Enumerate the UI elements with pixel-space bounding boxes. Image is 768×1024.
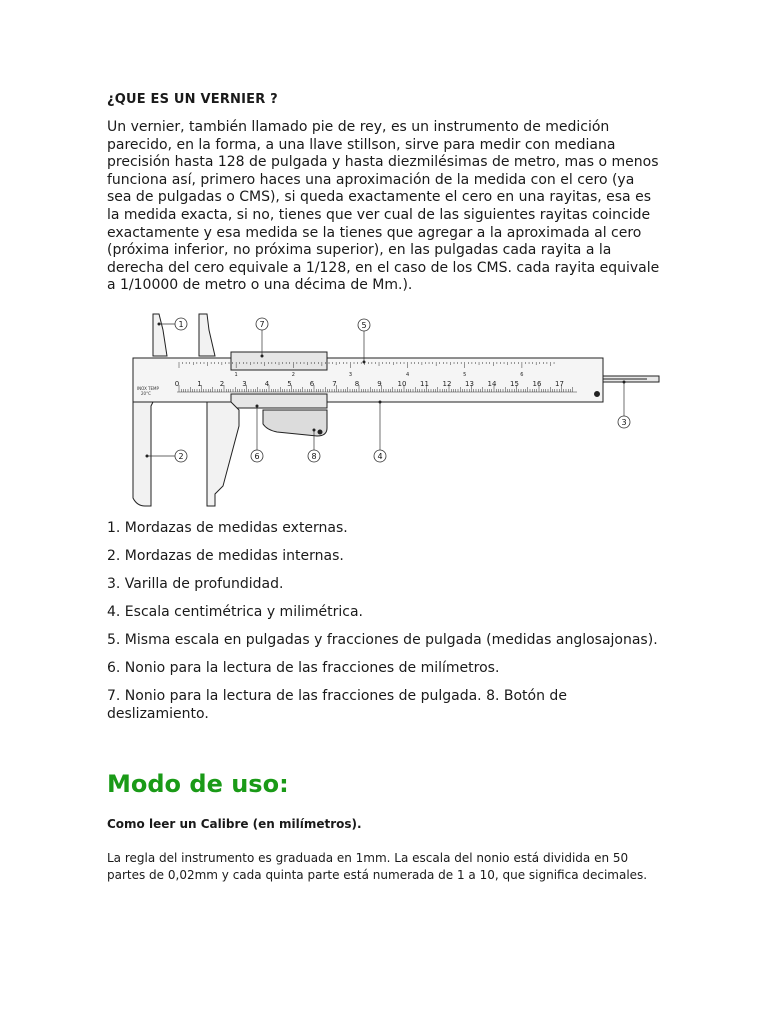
inch-number: 5 xyxy=(463,372,467,378)
scale-number: 5 xyxy=(287,380,292,388)
scale-number: 10 xyxy=(397,380,407,388)
scale-number: 0 xyxy=(174,380,180,388)
scale-number: 1 xyxy=(197,380,202,388)
part-4: 4. Escala centimétrica y milimétrica. xyxy=(107,604,363,620)
calibre-subtitle: Como leer un Calibre (en milímetros). xyxy=(107,817,362,831)
mm-vernier-window xyxy=(231,394,327,408)
scale-number: 17 xyxy=(555,380,564,388)
part-3: 3. Varilla de profundidad. xyxy=(107,576,284,592)
inch-number: 1 xyxy=(234,372,238,378)
svg-text:8: 8 xyxy=(311,452,317,461)
svg-text:3: 3 xyxy=(621,418,627,427)
scale-number: 7 xyxy=(332,380,337,388)
modo-de-uso-heading: Modo de uso: xyxy=(107,770,289,798)
inch-number: 4 xyxy=(406,372,410,378)
callout-4 xyxy=(374,401,386,463)
maker-text-1: INOX TEMP xyxy=(137,386,159,391)
inch-vernier-window xyxy=(231,352,327,370)
scale-number: 3 xyxy=(242,380,247,388)
scale-number: 16 xyxy=(532,380,542,388)
scale-number: 13 xyxy=(465,380,474,388)
section-heading: ¿QUE ES UN VERNIER ? xyxy=(107,92,278,107)
fixed-internal-jaw xyxy=(153,314,167,356)
scale-number: 11 xyxy=(420,380,429,388)
scale-number: 8 xyxy=(354,380,360,388)
movable-external-jaw xyxy=(207,402,239,506)
svg-text:5: 5 xyxy=(361,321,367,330)
scale-number: 12 xyxy=(442,380,452,388)
part-7: 7. Nonio para la lectura de las fracciones de pulgada. 8. Botón de deslizamiento. xyxy=(107,688,567,722)
part-2: 2. Mordazas de medidas internas. xyxy=(107,548,344,564)
intro-paragraph: Un vernier, también llamado pie de rey, es un instrumento de medición parecido, en la forma, a una llave stillson, sirve para medir con mediana precisión hasta 128 de pulgada y hasta diezmilésimas de metro, mas o menos funciona así, primero haces una aproximación de la medida con el cero (ya sea de pulgadas o CMS), si queda exactamente el cero en una rayitas, esa es la medida exacta, si no, tienes que ver cual de las siguientes rayitas coincide exactamente y esa medida se la tienes que agregar a la aproximada al cero (próxima inferior, no próxima superior), en las pulgadas cada rayita a la derecha del cero equivale a 1/128, en el caso de los CMS. cada rayita equivale a 1/10000 de metro o una décima de Mm.). xyxy=(107,119,660,294)
scale-number: 9 xyxy=(377,380,382,388)
callout-2 xyxy=(146,450,188,462)
maker-text-2: 20°C xyxy=(141,391,151,396)
scale-number: 14 xyxy=(487,380,497,388)
inch-number: 2 xyxy=(291,372,295,378)
part-6: 6. Nonio para la lectura de las fracciones de milímetros. xyxy=(107,660,500,676)
svg-text:7: 7 xyxy=(259,320,265,329)
svg-text:1: 1 xyxy=(178,320,184,329)
slide-button xyxy=(263,410,327,436)
part-5: 5. Misma escala en pulgadas y fracciones de pulgada (medidas anglosajonas). xyxy=(107,632,658,648)
parts-list xyxy=(107,519,667,733)
scale-number: 15 xyxy=(510,380,519,388)
scale-number: 6 xyxy=(309,380,315,388)
inch-number: 6 xyxy=(520,372,524,378)
vernier-diagram xyxy=(107,306,663,510)
inch-number: 3 xyxy=(348,372,353,378)
svg-text:6: 6 xyxy=(254,452,260,461)
movable-internal-jaw xyxy=(199,314,215,356)
calibre-paragraph: La regla del instrumento es graduada en 1mm. La escala del nonio está dividida en 50 partes de 0,02mm y cada quinta parte está numerada de 1 a 10, que significa decimales. xyxy=(107,851,648,882)
callout-6 xyxy=(251,405,263,463)
svg-text:4: 4 xyxy=(377,452,383,461)
callout-3 xyxy=(618,381,630,429)
callout-5 xyxy=(358,319,370,364)
scale-number: 2 xyxy=(219,380,225,388)
part-1: 1. Mordazas de medidas externas. xyxy=(107,520,348,536)
scale-number: 4 xyxy=(264,380,270,388)
svg-text:2: 2 xyxy=(178,452,184,461)
